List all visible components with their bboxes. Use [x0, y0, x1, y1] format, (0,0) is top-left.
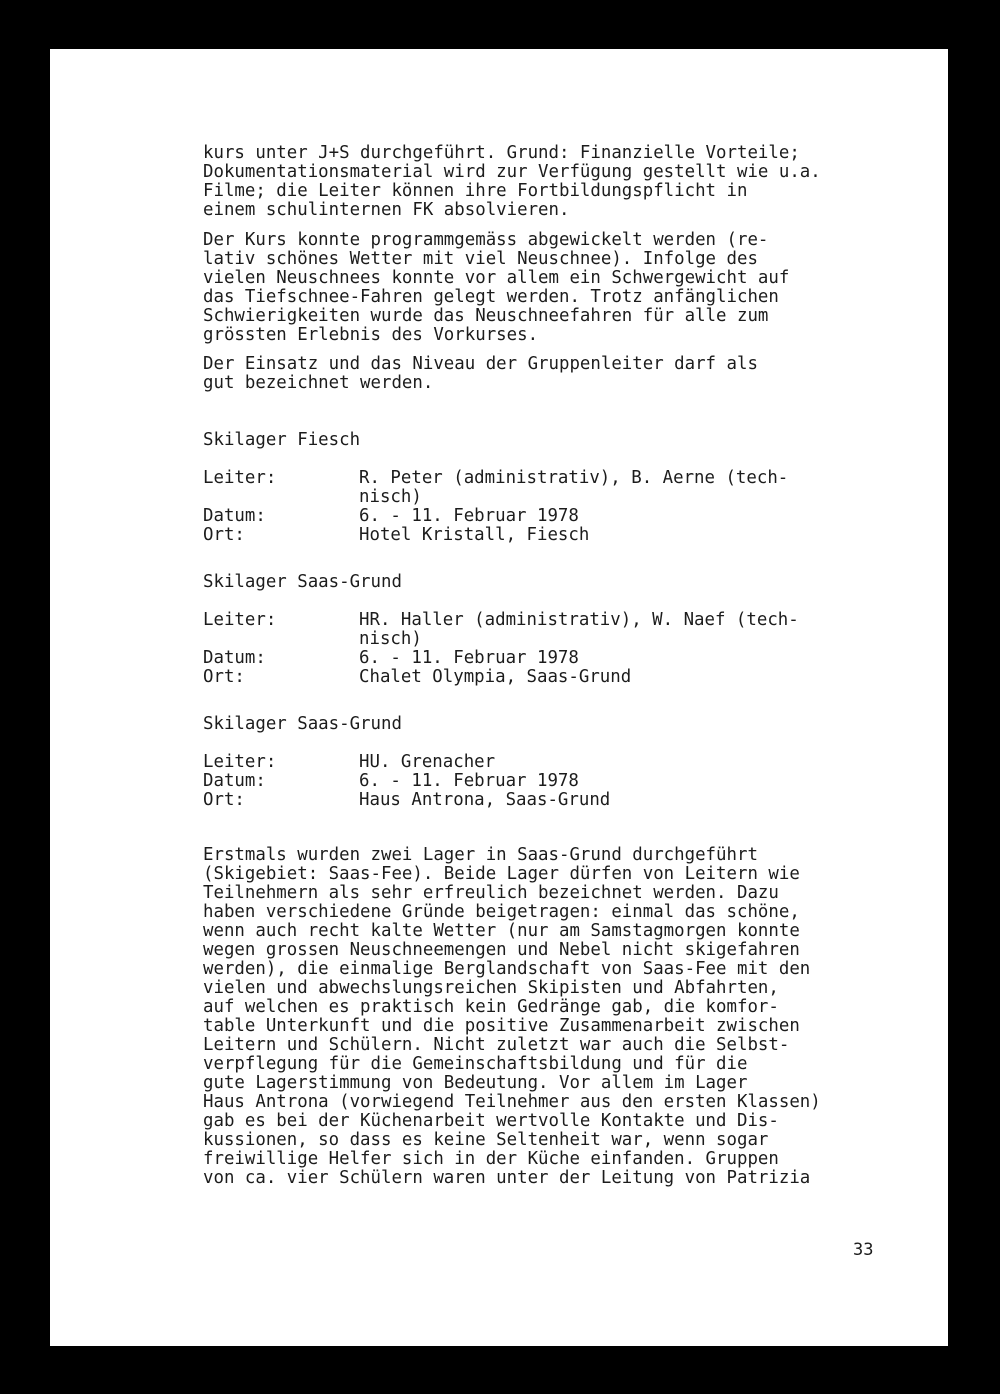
leiter-value: R. Peter (administrativ), B. Aerne (tech- [359, 468, 789, 488]
paragraph2-line: das Tiefschnee-Fahren gelegt werden. Trotz anfänglichen [203, 287, 779, 307]
paragraph4-line: Leitern und Schülern. Nicht zuletzt war auch die Selbst- [203, 1035, 790, 1055]
paragraph4-line: haben verschiedene Gründe beigetragen: einmal das schöne, [203, 902, 800, 922]
paragraph4-line: verpflegung für die Gemeinschaftsbildung und für die [203, 1054, 748, 1074]
paragraph2-line: grössten Erlebnis des Vorkurses. [203, 325, 539, 345]
paragraph4-line: werden), die einmalige Berglandschaft von Saas-Fee mit den [203, 959, 811, 979]
leiter-label: Leiter: [203, 468, 277, 488]
camp-title: Skilager Saas-Grund [203, 572, 402, 592]
paragraph4-line: Teilnehmern als sehr erfreulich bezeichnet werden. Dazu [203, 883, 779, 903]
paragraph4-line: Haus Antrona (vorwiegend Teilnehmer aus den ersten Klassen) [203, 1092, 821, 1112]
paragraph4-line: Erstmals wurden zwei Lager in Saas-Grund durchgeführt [203, 845, 758, 865]
paragraph4-line: kussionen, so dass es keine Seltenheit war, wenn sogar [203, 1130, 769, 1150]
paragraph2-line: Schwierigkeiten wurde das Neuschneefahren für alle zum [203, 306, 769, 326]
paragraph4-line: auf welchen es praktisch kein Gedränge gab, die komfor- [203, 997, 779, 1017]
paragraph3-line: gut bezeichnet werden. [203, 373, 434, 393]
leiter-value: nisch) [359, 629, 422, 649]
leiter-label: Leiter: [203, 752, 277, 772]
leiter-label: Leiter: [203, 610, 277, 630]
document-page [50, 49, 948, 1346]
paragraph4-line: table Unterkunft und die positive Zusammenarbeit zwischen [203, 1016, 800, 1036]
paragraph4-line: wenn auch recht kalte Wetter (nur am Samstagmorgen konnte [203, 921, 800, 941]
paragraph1-line: Dokumentationsmaterial wird zur Verfügung gestellt wie u.a. [203, 162, 821, 182]
ort-label: Ort: [203, 790, 245, 810]
paragraph4-line: wegen grossen Neuschneemengen und Nebel nicht skigefahren [203, 940, 800, 960]
paragraph2-line: lativ schönes Wetter mit viel Neuschnee). Infolge des [203, 249, 758, 269]
datum-value: 6. - 11. Februar 1978 [359, 648, 579, 668]
leiter-value: HU. Grenacher [359, 752, 496, 772]
paragraph4-line: vielen und abwechslungsreichen Skipisten und Abfahrten, [203, 978, 779, 998]
datum-label: Datum: [203, 771, 266, 791]
paragraph1-line: einem schulinternen FK absolvieren. [203, 200, 570, 220]
paragraph4-line: von ca. vier Schülern waren unter der Leitung von Patrizia [203, 1168, 811, 1188]
ort-value: Haus Antrona, Saas-Grund [359, 790, 611, 810]
datum-value: 6. - 11. Februar 1978 [359, 771, 579, 791]
paragraph1-line: kurs unter J+S durchgeführt. Grund: Finanzielle Vorteile; [203, 143, 800, 163]
ort-value: Chalet Olympia, Saas-Grund [359, 667, 632, 687]
ort-value: Hotel Kristall, Fiesch [359, 525, 590, 545]
datum-label: Datum: [203, 648, 266, 668]
paragraph2-line: vielen Neuschnees konnte vor allem ein Schwergewicht auf [203, 268, 790, 288]
paragraph4-line: freiwillige Helfer sich in der Küche einfanden. Gruppen [203, 1149, 779, 1169]
paragraph1-line: Filme; die Leiter können ihre Fortbildungspflicht in [203, 181, 748, 201]
leiter-value: nisch) [359, 487, 422, 507]
ort-label: Ort: [203, 667, 245, 687]
paragraph4-line: gab es bei der Küchenarbeit wertvolle Kontakte und Dis- [203, 1111, 779, 1131]
ort-label: Ort: [203, 525, 245, 545]
paragraph2-line: Der Kurs konnte programmgemäss abgewickelt werden (re- [203, 230, 769, 250]
camp-title: Skilager Fiesch [203, 430, 361, 450]
page-number: 33 [853, 1240, 874, 1260]
camp-title: Skilager Saas-Grund [203, 714, 402, 734]
leiter-value: HR. Haller (administrativ), W. Naef (tech- [359, 610, 799, 630]
datum-value: 6. - 11. Februar 1978 [359, 506, 579, 526]
paragraph4-line: (Skigebiet: Saas-Fee). Beide Lager dürfen von Leitern wie [203, 864, 800, 884]
datum-label: Datum: [203, 506, 266, 526]
paragraph4-line: gute Lagerstimmung von Bedeutung. Vor allem im Lager [203, 1073, 748, 1093]
paragraph3-line: Der Einsatz und das Niveau der Gruppenleiter darf als [203, 354, 758, 374]
